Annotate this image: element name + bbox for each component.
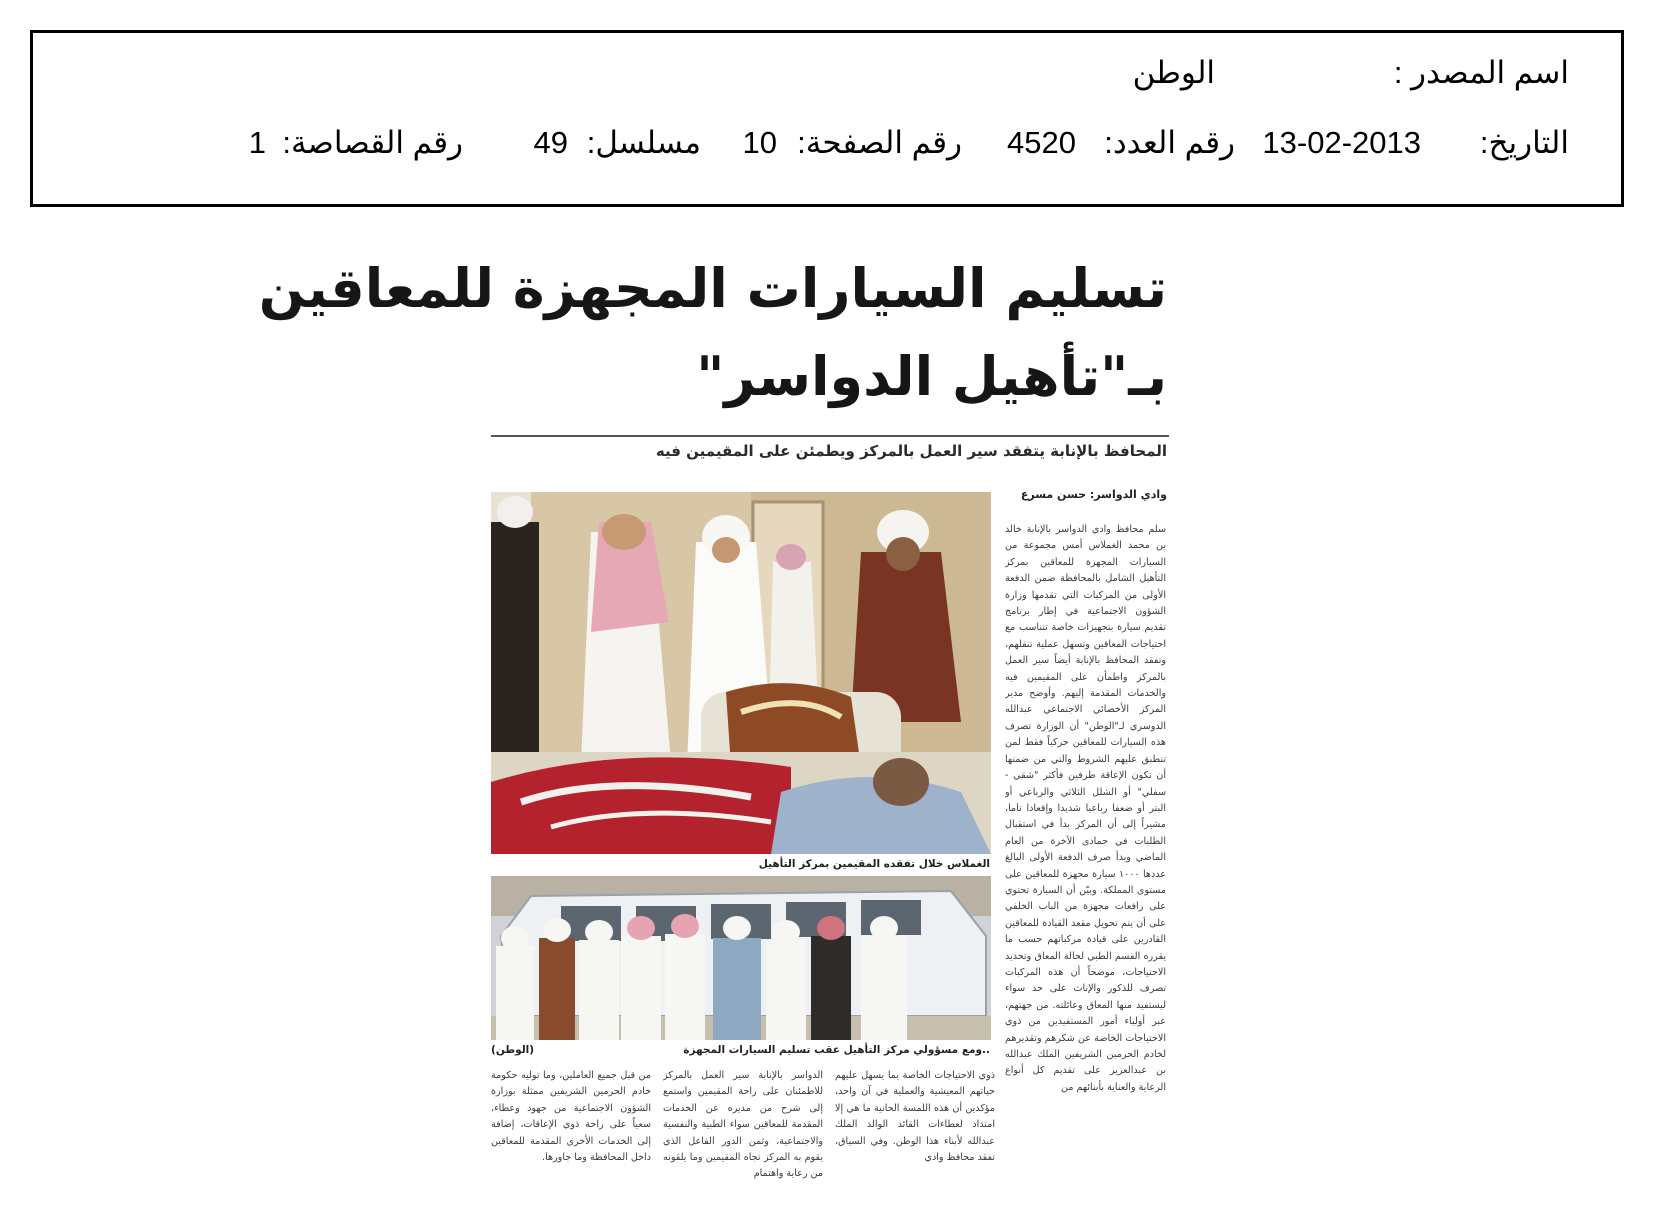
date-value: 13-02-2013 xyxy=(1262,125,1421,160)
caption-photo-visit: الغملاس خلال تفقده المقيمين بمركز التأهيل xyxy=(758,858,990,870)
photo-credit: (الوطن) xyxy=(491,1044,535,1056)
article-column-2: ذوي الاحتياجات الخاصة بما يسهل عليهم حياتهم المعيشية والعملية في آن واحد، مؤكدين أن هذه اللمسة الحانية ما هي إلا امتداد لعطاءات القائد الوالد الملك عبدالله لأبناء هذا الوطن. وفي السياق، تفقد محافظ وادي xyxy=(835,1070,995,1164)
photo-vans xyxy=(491,876,991,1040)
article-column-main: سلم محافظ وادي الدواسر بالإنابة خالد بن محمد الغملاس أمس مجموعة من السيارات المجهزة للمعاقين بمركز التأهيل الشامل بالمحافظة ضمن الدفعة الأولى من المركبات التي تقدمها وزارة الشؤون الاجتماعية في إطار برنامج تقديم سيارة بتجهيزات خاصة تتناسب مع احتياجات المعاقين وتسهل عملية تنقلهم، وتفقد المحافظ بالإنابة أيضاً سير العمل بالمركز واطمأن على المقيمين فيه والخدمات المقدمة إليهم. وأوضح مدير المركز الأخصائي الاجتماعي عبدالله الدوسري لـ"الوطن" أن الوزارة تصرف هذه السيارات للمعاقين حركياً فقط لمن تنطبق عليهم الشروط والتي من ضمنها أن تكون الإعاقة طرفين فأكثر "شقي - سفلي" أو الشلل الثلاثي والرباعي أو البتر أو ضعفا رباعيا شديدا وإقعادا تاما، مشيراً إلى أن المركز بدأ في استقبال الطلبات في جمادى الآخرة من العام الماضي وبدأ صرف الدفعة الأولى البالغ عددها ١٠٠٠ سيارة مجهزة للمعاقين على مستوى المملكة. وبيّن أن السيارة تحتوي على رافعات مجهزة من الباب الخلفي على أن يتم تحويل مقعد القيادة للمعاقين القادرين على قيادة مركباتهم حسب ما يقرره القسم الطبي لحالة المعاق وتحديد الاحتياجات، موضحاً أن هذه المركبات تصرف للذكور والإناث على حد سواء ليستفيد منها المعاق وعائلته. من جهتهم، عبر أولياء أمور المستفيدين من ذوي الاحتياجات الخاصة عن شكرهم وتقديرهم لخادم الحرمين الشريفين الملك عبدالله بن عبدالعزيز على تقديم كل أنواع الرعاية والعناية بأبنائهم من xyxy=(1005,524,1166,1093)
source-label: اسم المصدر : xyxy=(1393,55,1569,90)
headline-line-2: بـ"تأهيل الدواسر" xyxy=(696,345,1167,408)
headline-line-1: تسليم السيارات المجهزة للمعاقين xyxy=(258,257,1167,320)
issue-label: رقم العدد: xyxy=(1104,125,1235,160)
clip-label: رقم القصاصة: xyxy=(282,125,463,160)
source-value: الوطن xyxy=(1132,55,1215,90)
byline: وادي الدواسر: حسن مسرع xyxy=(1020,488,1167,501)
page-value: 10 xyxy=(742,125,777,160)
photo-visit xyxy=(491,492,991,854)
serial-value: 49 xyxy=(533,125,568,160)
serial-label: مسلسل: xyxy=(586,125,701,160)
article-column-3: الدواسر بالإنابة سير العمل بالمركز للاطمئنان على راحة المقيمين واستمع إلى شرح من مديره عن الخدمات المقدمة للمعاقين سواء الطبية والنفسية والاجتماعية، وثمن الدور الفاعل الذي يقوم به المركز تجاه المقيمين وما يلقونه من رعاية واهتمام xyxy=(663,1070,823,1180)
page-label: رقم الصفحة: xyxy=(797,125,962,160)
clipping-header xyxy=(30,30,1624,207)
issue-value: 4520 xyxy=(1007,125,1076,160)
date-label: التاريخ: xyxy=(1479,125,1569,160)
subheadline: المحافظ بالإنابة يتفقد سير العمل بالمركز ويطمئن على المقيمين فيه xyxy=(655,442,1167,460)
article-column-4: من قبل جميع العاملين، وما توليه حكومة خادم الحرمين الشريفين ممثلة بوزارة الشؤون الاجتماعية من جهود وعطاء، سعياً على راحة ذوي الإعاقات، إضافة إلى الخدمات الأخرى المقدمة للمعاقين داخل المحافظة وما جاورها. xyxy=(491,1070,651,1164)
caption-photo-vans: ..ومع مسؤولي مركز التأهيل عقب تسليم السيارات المجهزة xyxy=(683,1044,990,1056)
clip-value: 1 xyxy=(248,125,266,160)
headline-divider xyxy=(491,435,1169,437)
